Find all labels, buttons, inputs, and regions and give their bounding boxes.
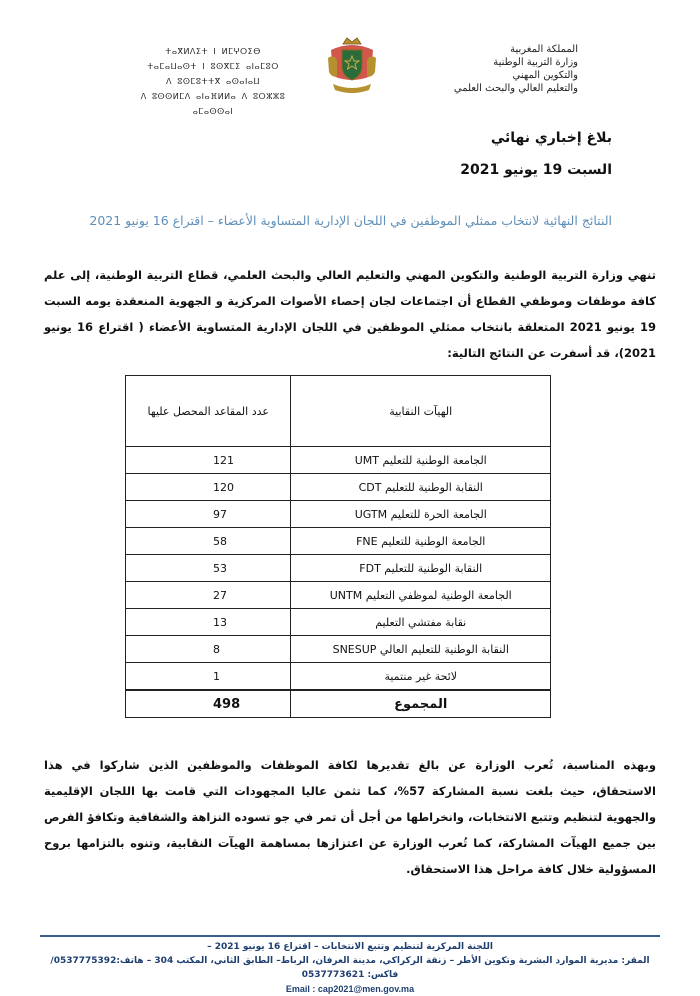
union-name: الجامعة الوطنية للتعليم UMT bbox=[291, 447, 551, 474]
footer-email: Email : cap2021@men.gov.ma bbox=[285, 984, 415, 994]
table-row bbox=[126, 447, 551, 474]
footer bbox=[40, 940, 660, 996]
union-name: لائحة غير منتمية bbox=[291, 663, 551, 691]
header-arabic-block bbox=[408, 43, 578, 95]
table-row bbox=[126, 663, 551, 691]
seat-count: 53 bbox=[213, 561, 227, 575]
seat-count: 120 bbox=[213, 480, 234, 494]
total-label: المجموع bbox=[291, 690, 551, 718]
seat-count: 27 bbox=[213, 588, 227, 602]
header-tifinagh-block bbox=[138, 44, 288, 119]
union-name: نقابة مفتشي التعليم bbox=[291, 609, 551, 636]
moroccan-coat-of-arms-icon bbox=[325, 36, 379, 98]
table-row bbox=[126, 609, 551, 636]
total-value: 498 bbox=[213, 696, 241, 712]
seat-count: 1 bbox=[213, 669, 220, 683]
union-name: النقابة الوطنية للتعليم العالي SNESUP bbox=[291, 636, 551, 663]
seat-count: 97 bbox=[213, 507, 227, 521]
tifinagh-line: ⵜⴰⵎⴰⵡⴰⵙⵜ ⵏ ⵓⵙⴳⵎⵉ ⴰⵏⴰⵎⵓⵔ bbox=[147, 62, 279, 71]
header-seats: عدد المقاعد المحصل عليها bbox=[126, 376, 291, 447]
table-row bbox=[126, 555, 551, 582]
footer-address: المقر: مديرية الموارد البشرية وتكوين الأطر – زنقة الركراكي، مدينة العرفان، الرباط– الطابق الثاني، المكتب 304 – هاتف:0537775392/فاكس: 0537773621 bbox=[50, 956, 650, 980]
seat-count: 8 bbox=[213, 642, 220, 656]
union-name: الجامعة الوطنية للتعليم FNE bbox=[291, 528, 551, 555]
tifinagh-line: ⴷ ⵓⵙⵎⵓⵜⵜⴳ ⴰⵙⴰⵏⴰⵡ bbox=[165, 77, 261, 86]
arabic-header-line: والتكوين المهني bbox=[512, 70, 578, 81]
seat-count: 58 bbox=[213, 534, 227, 548]
tifinagh-line: ⵜⴰⴳⵍⴷⵉⵜ ⵏ ⵍⵎⵖⵔⵉⴱ bbox=[165, 47, 261, 56]
union-name: النقابة الوطنية للتعليم FDT bbox=[291, 555, 551, 582]
footer-divider bbox=[40, 935, 660, 937]
table-row bbox=[126, 474, 551, 501]
table-row bbox=[126, 501, 551, 528]
table-row bbox=[126, 582, 551, 609]
union-name: النقابة الوطنية للتعليم CDT bbox=[291, 474, 551, 501]
intro-paragraph: تنهي وزارة التربية الوطنية والتكوين المهني والتعليم العالي والبحث العلمي، قطاع التربية الوطنية، إلى علم كافة موظفات وموظفي القطاع أن اجتماعات لجان إحصاء الأصوات المركزية و الجهوية المنعقدة يومه السبت 19 يونيو 2021 المتعلقة بانتخاب ممثلي الموظفين في اللجان الإدارية المتساوية الأعضاء ( اقتراع 16 يونيو 2021)، قد أسفرت عن النتائج التالية: bbox=[44, 268, 656, 360]
union-name: الجامعة الحرة للتعليم UGTM bbox=[291, 501, 551, 528]
communique-title: بلاغ إخباري نهائي bbox=[490, 130, 612, 146]
results-table bbox=[125, 375, 551, 718]
table-row bbox=[126, 528, 551, 555]
communique-date: السبت 19 يونيو 2021 bbox=[460, 162, 612, 178]
tifinagh-line: ⴷ ⵓⵙⵙⵍⵎⴷ ⴰⵏⴰⴼⵍⵍⴰ ⴷ ⵓⵔⵣⵣⵓ ⴰⵎⴰⵙⵙⴰⵏ bbox=[140, 92, 286, 116]
seat-count: 121 bbox=[213, 453, 234, 467]
table-header-row bbox=[126, 376, 551, 447]
results-headline: النتائج النهائية لانتخاب ممثلي الموظفين في اللجان الإدارية المتساوية الأعضاء – اقتراع 16 يونيو 2021 bbox=[89, 213, 612, 228]
arabic-header-line: المملكة المغربية bbox=[510, 44, 578, 55]
arabic-header-line: وزارة التربية الوطنية bbox=[493, 57, 578, 68]
union-name: الجامعة الوطنية لموظفي التعليم UNTM bbox=[291, 582, 551, 609]
header-unions: الهيآت النقابية bbox=[291, 376, 551, 447]
table-total-row bbox=[126, 690, 551, 718]
table-row bbox=[126, 636, 551, 663]
seat-count: 13 bbox=[213, 615, 227, 629]
closing-paragraph: وبهذه المناسبة، تُعرب الوزارة عن بالغ تقديرها لكافة الموظفات والموظفين الذين شاركوا في هذا الاستحقاق، حيث بلغت نسبة المشاركة 57%، كما تثمن عاليا المجهودات التي قامت بها اللجان الإقليمية والجهوية لتنظيم وتتبع الانتخابات، وانخراطها من أجل أن تمر في جو تسوده النزاهة والشفافية وتكافؤ الفرص بين جميع الهيآت المشاركة، كما تُعرب الوزارة عن اعتزازها بمساهمة الهيآت النقابية، وتنوه بالتزامها بروح المسؤولية خلال كافة مراحل هذا الاستحقاق. bbox=[44, 758, 657, 876]
footer-committee: اللجنة المركزية لتنظيم وتتبع الانتخابات – اقتراع 16 يونيو 2021 – bbox=[207, 942, 493, 952]
arabic-header-line: والتعليم العالي والبحث العلمي bbox=[453, 83, 578, 94]
